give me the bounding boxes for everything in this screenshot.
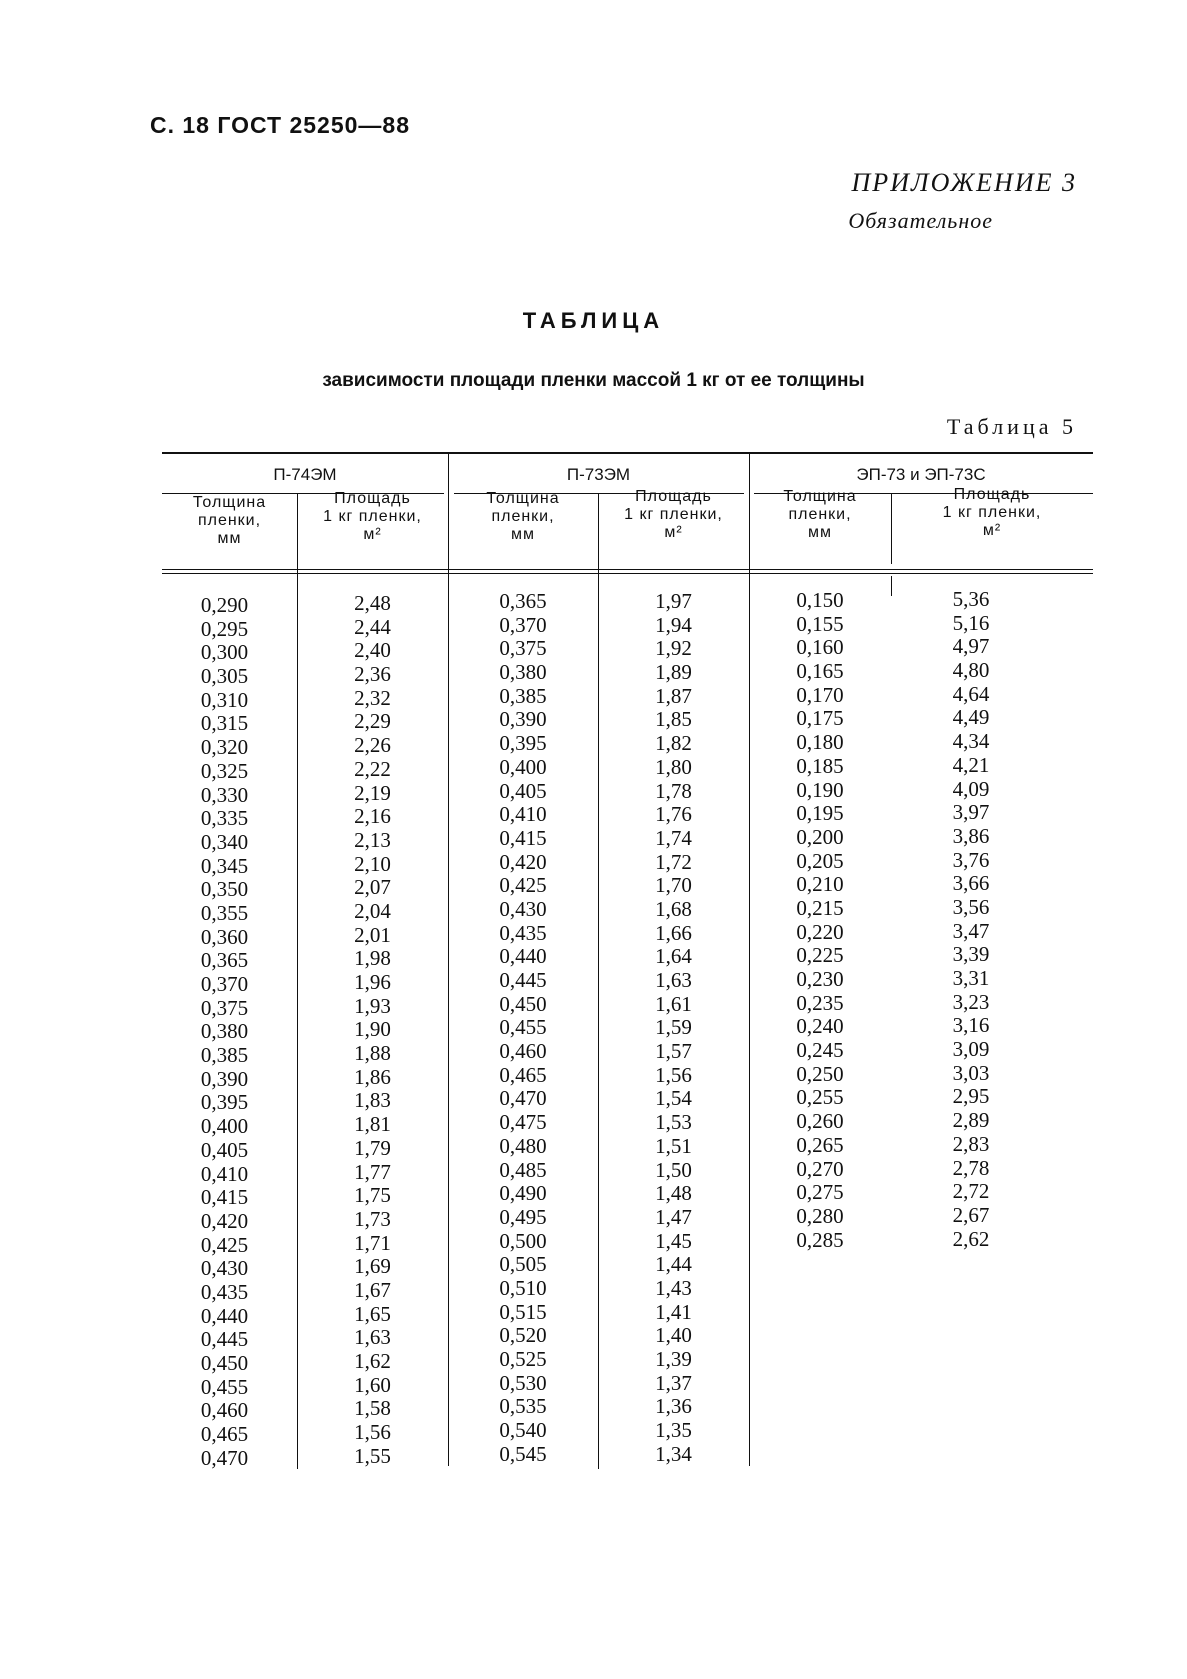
table-cell: 0,300	[200, 640, 249, 665]
table-cell: 0,440	[499, 944, 547, 969]
table-cell: 4,49	[952, 705, 990, 730]
table-title: ТАБЛИЦА	[522, 308, 665, 333]
col-header-area-1	[297, 490, 448, 544]
table-cell: 0,290	[200, 593, 249, 617]
table-cell: 0,435	[499, 920, 547, 945]
table-cell: 0,420	[499, 849, 547, 874]
table-cell: 0,190	[796, 777, 844, 802]
table-cell: 0,415	[200, 1185, 249, 1210]
table-cell: 1,98	[354, 946, 391, 971]
table-cell: 1,63	[655, 968, 692, 992]
table-cell: 4,80	[952, 658, 990, 683]
table-cell: 0,520	[499, 1323, 547, 1348]
table-cell: 0,305	[200, 664, 249, 689]
table-cell: 0,390	[200, 1066, 249, 1091]
table-cell: 2,36	[354, 662, 391, 687]
table-cell: 1,69	[354, 1254, 391, 1279]
table-cell: 0,445	[200, 1327, 249, 1352]
table-cell: 0,410	[499, 802, 547, 827]
group-header-p73em: П-73ЭМ	[566, 465, 631, 484]
table-cell: 1,74	[655, 825, 692, 850]
table-cell: 1,97	[655, 589, 692, 613]
table-cell: 0,240	[796, 1014, 844, 1039]
page-header: С. 18 ГОСТ 25250—88	[150, 112, 411, 138]
table-cell: 1,35	[655, 1418, 692, 1443]
col-header-area-2	[598, 488, 749, 542]
table-cell: 1,67	[354, 1277, 391, 1302]
table-cell: 0,385	[200, 1043, 249, 1068]
table-cell: 0,230	[796, 967, 844, 991]
table-label: Таблица 5	[946, 414, 1077, 439]
table-cell: 0,460	[499, 1039, 547, 1064]
table-cell: 0,225	[796, 943, 844, 968]
table-cell: 0,380	[499, 660, 547, 685]
table-cell: 1,77	[354, 1159, 391, 1184]
table-cell: 1,78	[655, 778, 692, 803]
table-cell: 2,26	[354, 733, 391, 758]
table-cell: 5,16	[952, 610, 990, 635]
table-cell: 4,21	[952, 752, 990, 777]
table-cell: 0,375	[200, 995, 249, 1020]
table-cell: 4,64	[952, 681, 990, 706]
table-cell: 1,76	[655, 802, 692, 827]
table-cell: 4,09	[952, 776, 990, 801]
table-cell: 2,22	[354, 756, 391, 781]
col-header-line: Толщина	[486, 490, 560, 507]
table-cell: 0,205	[796, 848, 844, 873]
table-cell: 1,94	[655, 612, 692, 637]
table-cell: 1,90	[354, 1017, 391, 1042]
table-cell: 1,45	[655, 1228, 692, 1253]
col-header-line: мм	[511, 526, 535, 543]
table-cell: 0,215	[796, 895, 844, 920]
table-cell: 0,235	[796, 990, 844, 1015]
table-cell: 3,03	[952, 1060, 990, 1085]
table-cell: 1,80	[655, 754, 692, 779]
table-cell: 0,425	[200, 1232, 249, 1257]
table-cell: 5,36	[952, 587, 990, 611]
table-cell: 0,475	[499, 1110, 547, 1135]
table-cell: 2,72	[952, 1179, 990, 1204]
table-cell: 1,75	[354, 1183, 391, 1208]
table-cell: 0,450	[499, 991, 547, 1016]
table-cell: 0,415	[499, 825, 547, 850]
table-cell: 0,250	[796, 1061, 844, 1086]
table-cell: 0,460	[200, 1398, 249, 1423]
table-cell: 0,510	[499, 1275, 547, 1300]
table-cell: 2,10	[354, 851, 391, 876]
col-header-line: Толщина	[192, 494, 267, 511]
col-header-thickness-3	[749, 488, 891, 542]
table-cell: 0,380	[200, 1019, 249, 1044]
table-cell: 2,62	[952, 1226, 990, 1251]
table-cell: 1,64	[655, 944, 692, 969]
table-cell: 4,97	[952, 634, 990, 659]
table-cell: 1,82	[655, 731, 692, 756]
appendix-title: ПРИЛОЖЕНИЕ 3	[851, 168, 1077, 197]
table-cell: 0,365	[499, 589, 547, 613]
table-cell: 1,89	[655, 660, 692, 685]
table-cell: 0,430	[499, 896, 547, 921]
col-header-line: пленки,	[197, 512, 262, 529]
table-cell: 0,185	[796, 753, 844, 778]
table-cell: 0,365	[200, 948, 249, 973]
col-header-thickness-1	[162, 494, 297, 548]
table-top-rule	[162, 452, 1093, 454]
table-cell: 0,545	[499, 1441, 547, 1466]
table-cell: 0,445	[499, 968, 547, 992]
table-cell: 1,43	[655, 1275, 692, 1300]
table-cell: 0,385	[499, 683, 547, 708]
table-cell: 1,58	[354, 1396, 391, 1421]
col-header-line: м²	[982, 522, 1002, 539]
table-cell: 0,455	[200, 1374, 249, 1399]
table-cell: 1,63	[354, 1325, 391, 1350]
table-cell: 0,150	[796, 588, 844, 612]
table-cell: 0,170	[796, 682, 844, 707]
table-cell: 1,86	[354, 1064, 391, 1089]
table-cell: 1,59	[655, 1015, 692, 1040]
col-header-area-3	[891, 486, 1093, 540]
table-cell: 0,155	[796, 611, 844, 636]
col-header-line: 1 кг пленки,	[323, 508, 422, 525]
table-cell: 0,430	[200, 1256, 249, 1281]
group-header-p74em: П-74ЭМ	[273, 465, 337, 484]
col-header-line: м²	[664, 524, 683, 541]
table-cell: 2,44	[354, 614, 391, 639]
table-cell: 0,320	[200, 735, 249, 760]
table-subtitle: зависимости площади пленки массой 1 кг от ее толщины	[322, 370, 865, 391]
table-cell: 0,465	[200, 1422, 249, 1447]
table-cell: 0,160	[796, 635, 844, 660]
table-cell: 0,340	[200, 829, 249, 854]
table-cell: 0,465	[499, 1062, 547, 1087]
table-cell: 0,335	[200, 806, 249, 831]
table-cell: 0,165	[796, 659, 844, 684]
table-cell: 3,97	[952, 800, 990, 825]
table-cell: 1,44	[655, 1252, 692, 1277]
header-bottom-rule	[162, 569, 1093, 570]
table-cell: 0,440	[200, 1303, 249, 1328]
col-header-line: 1 кг пленки,	[942, 504, 1042, 521]
table-cell: 1,50	[655, 1157, 692, 1182]
table-cell: 1,40	[655, 1323, 692, 1348]
table-cell: 0,410	[200, 1161, 249, 1186]
table-cell: 1,70	[655, 873, 692, 898]
table-cell: 1,79	[354, 1135, 391, 1160]
table-cell: 2,95	[952, 1084, 990, 1109]
table-cell: 3,47	[952, 918, 990, 943]
table-cell: 0,455	[499, 1015, 547, 1040]
table-cell: 0,405	[499, 778, 547, 803]
table-cell: 1,48	[655, 1181, 692, 1206]
col-header-line: мм	[808, 524, 832, 541]
table-cell: 0,470	[499, 1086, 547, 1111]
table-cell: 2,83	[952, 1131, 990, 1156]
values-thickness-ep73	[749, 589, 891, 1252]
table-cell: 1,66	[655, 920, 692, 945]
table-cell: 0,345	[200, 853, 249, 878]
table-cell: 3,76	[952, 847, 990, 872]
table-cell: 2,29	[354, 709, 391, 734]
table-cell: 1,34	[655, 1441, 692, 1466]
table-cell: 0,405	[200, 1137, 249, 1162]
table-cell: 0,425	[499, 873, 547, 898]
table-cell: 0,435	[200, 1279, 249, 1304]
table-cell: 1,61	[655, 991, 692, 1016]
table-cell: 4,34	[952, 729, 990, 754]
col-header-line: Площадь	[635, 488, 712, 505]
table-cell: 0,285	[796, 1227, 844, 1252]
table-cell: 2,19	[354, 780, 391, 805]
values-thickness-p73em	[448, 590, 598, 1466]
table-cell: 0,420	[200, 1208, 249, 1233]
table-cell: 0,330	[200, 782, 249, 807]
table-cell: 2,07	[354, 875, 391, 900]
table-cell: 0,515	[499, 1299, 547, 1324]
table-cell: 2,01	[354, 922, 391, 947]
table-cell: 0,390	[499, 707, 547, 732]
table-cell: 3,86	[952, 823, 990, 848]
appendix-status: Обязательное	[848, 208, 993, 233]
table-cell: 0,280	[796, 1203, 844, 1228]
table-cell: 0,535	[499, 1394, 547, 1419]
table-cell: 0,540	[499, 1418, 547, 1443]
table-cell: 0,255	[796, 1085, 844, 1110]
table-cell: 2,67	[952, 1202, 990, 1227]
col-header-line: Площадь	[953, 486, 1031, 503]
table-cell: 3,39	[952, 942, 990, 967]
table-cell: 0,270	[796, 1156, 844, 1181]
table-cell: 1,85	[655, 707, 692, 732]
table-cell: 1,41	[655, 1299, 692, 1324]
values-thickness-p74em	[162, 594, 287, 1470]
table-cell: 1,96	[354, 970, 391, 994]
table-cell: 0,480	[499, 1133, 547, 1158]
table-cell: 0,395	[200, 1090, 249, 1115]
table-cell: 0,220	[796, 919, 844, 944]
col-header-line: пленки,	[491, 508, 555, 525]
table-cell: 1,56	[655, 1062, 692, 1087]
table-cell: 1,72	[655, 849, 692, 874]
table-cell: 1,68	[655, 896, 692, 921]
table-cell: 0,275	[796, 1180, 844, 1205]
table-cell: 3,09	[952, 1037, 990, 1062]
table-cell: 0,210	[796, 872, 844, 897]
table-cell: 1,57	[655, 1039, 692, 1064]
col-header-line: пленки,	[788, 506, 852, 523]
table-cell: 0,505	[499, 1252, 547, 1277]
table-cell: 0,265	[796, 1132, 844, 1157]
table-cell: 2,89	[952, 1108, 990, 1133]
col-header-line: Толщина	[783, 488, 857, 505]
group-header-ep73: ЭП-73 и ЭП-73С	[856, 465, 986, 484]
table-cell: 2,04	[354, 898, 391, 923]
table-cell: 2,78	[952, 1155, 990, 1180]
values-area-p74em	[297, 592, 448, 1468]
table-cell: 0,450	[200, 1351, 249, 1375]
table-cell: 0,325	[200, 758, 249, 783]
table-cell: 1,71	[354, 1230, 391, 1255]
values-area-p73em	[598, 590, 749, 1466]
table-cell: 0,200	[796, 824, 844, 849]
table-cell: 1,56	[354, 1420, 391, 1445]
table-cell: 1,51	[655, 1133, 692, 1158]
col-header-line: Площадь	[334, 490, 411, 507]
table-cell: 0,370	[499, 612, 547, 637]
table-cell: 0,295	[200, 616, 249, 641]
table-cell: 0,400	[200, 1114, 249, 1139]
table-cell: 0,530	[499, 1370, 547, 1395]
table-cell: 3,56	[952, 894, 990, 919]
table-cell: 2,16	[354, 804, 391, 829]
table-cell: 1,55	[354, 1443, 391, 1468]
table-cell: 0,195	[796, 801, 844, 826]
table-cell: 0,370	[200, 972, 249, 996]
table-cell: 0,495	[499, 1204, 547, 1229]
table-cell: 1,83	[354, 1088, 391, 1113]
table-cell: 1,39	[655, 1347, 692, 1371]
table-cell: 3,16	[952, 1013, 990, 1038]
table-cell: 3,31	[952, 966, 990, 990]
table-cell: 0,400	[499, 754, 547, 779]
table-cell: 1,53	[655, 1110, 692, 1135]
col-header-line: 1 кг пленки,	[624, 506, 723, 523]
table-cell: 2,32	[354, 685, 391, 710]
table-cell: 0,175	[796, 706, 844, 731]
col-header-line: м²	[363, 526, 382, 543]
table-cell: 0,525	[499, 1347, 547, 1371]
table-cell: 0,315	[200, 711, 249, 736]
table-cell: 3,66	[952, 871, 990, 896]
table-cell: 3,23	[952, 989, 990, 1014]
table-cell: 1,37	[655, 1370, 692, 1395]
table-cell: 1,73	[354, 1206, 391, 1231]
table-cell: 0,260	[796, 1109, 844, 1134]
table-cell: 0,490	[499, 1181, 547, 1206]
table-cell: 0,350	[200, 877, 249, 902]
table-cell: 1,60	[354, 1372, 391, 1397]
table-cell: 1,36	[655, 1394, 692, 1419]
table-cell: 1,47	[655, 1204, 692, 1229]
table-cell: 1,88	[354, 1041, 391, 1066]
header-bottom-rule-2	[162, 573, 1093, 574]
table-cell: 0,355	[200, 900, 249, 925]
table-cell: 0,485	[499, 1157, 547, 1182]
table-cell: 0,310	[200, 687, 249, 712]
table-cell: 1,54	[655, 1086, 692, 1111]
table-cell: 0,180	[796, 730, 844, 755]
col-header-line: мм	[217, 530, 242, 547]
table-cell: 2,48	[354, 591, 391, 615]
table-cell: 1,62	[354, 1349, 391, 1373]
table-cell: 1,87	[655, 683, 692, 708]
table-cell: 0,360	[200, 924, 249, 949]
table-cell: 1,65	[354, 1301, 391, 1326]
table-cell: 0,375	[499, 636, 547, 661]
table-cell: 1,92	[655, 636, 692, 661]
table-cell: 0,470	[200, 1445, 249, 1470]
col-header-thickness-2	[448, 490, 598, 544]
table-cell: 1,81	[354, 1112, 391, 1137]
values-area-ep73	[891, 588, 1051, 1251]
table-cell: 2,40	[354, 638, 391, 663]
table-cell: 0,245	[796, 1038, 844, 1063]
table-cell: 0,500	[499, 1228, 547, 1253]
table-cell: 1,93	[354, 993, 391, 1018]
table-cell: 2,13	[354, 827, 391, 852]
table-cell: 0,395	[499, 731, 547, 756]
